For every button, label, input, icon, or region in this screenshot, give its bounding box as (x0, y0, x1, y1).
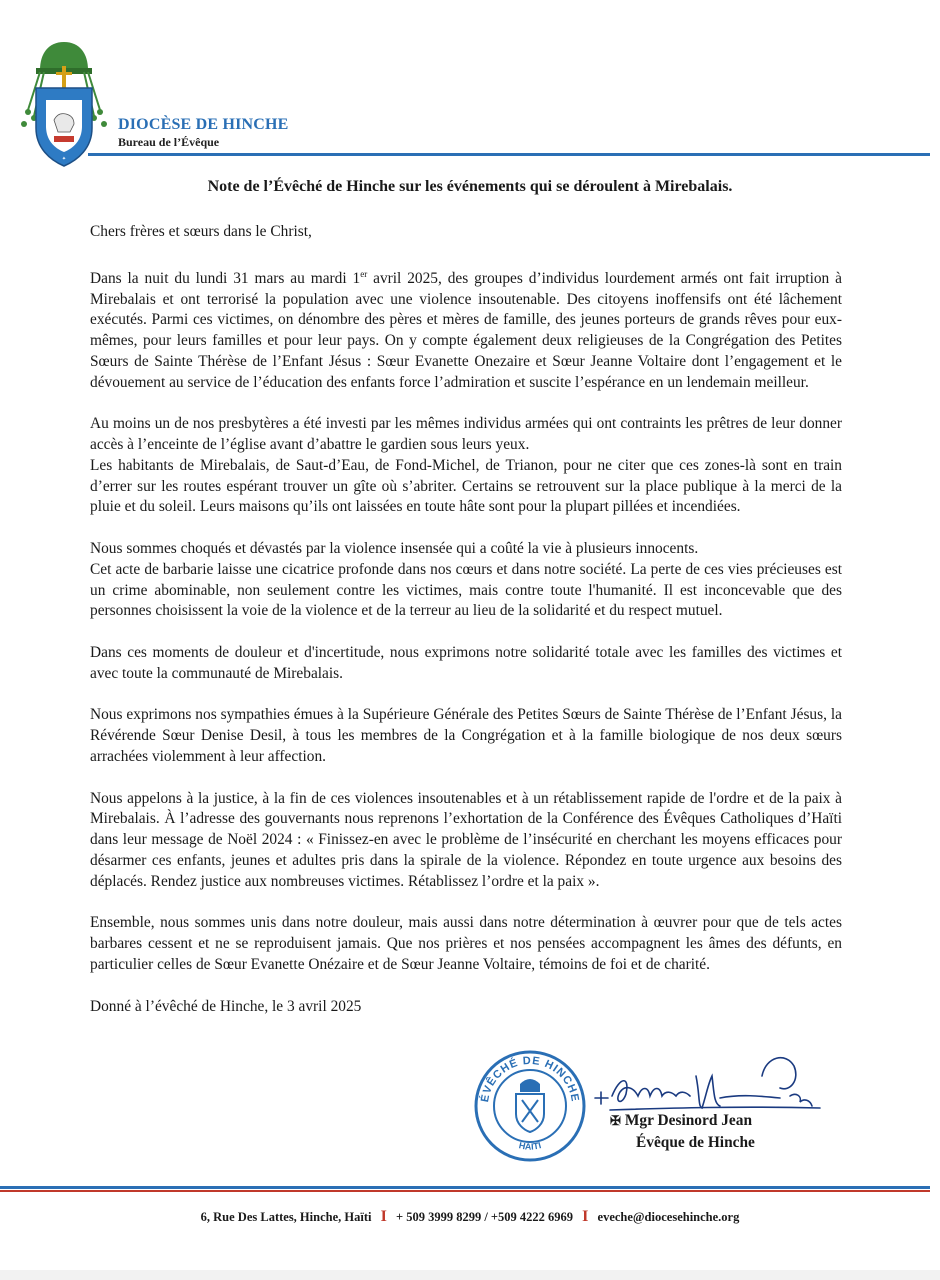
salutation: Chers frères et sœurs dans le Christ, (90, 223, 312, 240)
footer-rule-red (0, 1190, 930, 1192)
paragraph-4: Dans ces moments de douleur et d'incertitude, nous exprimons notre solidarité totale avec les familles des victimes et avec toute la communauté de Mirebalais. (90, 644, 842, 682)
footer-rule-blue (0, 1186, 930, 1189)
org-name: DIOCÈSE DE HINCHE (118, 116, 289, 133)
signature-block (610, 1110, 755, 1154)
paragraph-5: Nous exprimons nos sympathies émues à la Supérieure Générale des Petites Sœurs de Sainte Thérèse de l’Enfant Jésus, la Révérende Sœur Denise Desil, à tous les membres de la Congrégation et à la famille biologique de nos deux sœurs arrachées violemment à leur affection. (90, 706, 842, 766)
paragraph-2b: Les habitants de Mirebalais, de Saut-d’Eau, de Fond-Michel, de Trianon, pour ne citer que ces zones-là sont en train d’errer sur les routes espérant trouver un gîte où s’abriter. Certains se retrouvent sur la place publique à la merci de la pluie et du soleil. Leurs maisons qu’ils ont laissées en toute hâte sont pour la plupart pillées et incendiées. (90, 456, 842, 516)
footer-address: 6, Rue Des Lattes, Hinche, Haïti (200, 1210, 372, 1224)
paragraph-3b: Cet acte de barbarie laisse une cicatrice profonde dans nos cœurs et dans notre société. La perte de ces vies précieuses est un crime abominable, non seulement contre les victimes, mais contre toute l'humanité. Il est inconcevable que des personnes choisissent la voie de la violence et de la terreur au lieu de la solidarité et du respect mutuel. (90, 560, 842, 620)
cross-icon: ✠ (610, 1113, 621, 1128)
signer-title: Évêque de Hinche (636, 1134, 755, 1151)
official-stamp (470, 1044, 590, 1164)
org-subtitle: Bureau de l’Évêque (118, 135, 220, 149)
signer-name: Mgr Desinord Jean (624, 1112, 753, 1129)
paragraph-6: Nous appelons à la justice, à la fin de ces violences insoutenables et à un rétablissement rapide de l'ordre et de la paix à Mirebalais. À l’adresse des gouvernants nous reprenons l’exhortation de la Conférence des Évêques Catholiques d’Haïti dans leur message de Noël 2024 : « Finissez-en avec le problème de l’insécurité en cherchant les moyens efficaces pour désarmer ces enfants, jeunes et adultes pris dans la spirale de la violence. Répondez en toute urgence aux besoins des déplacés. Rendez justice aux nombreuses victimes. Rétablissez l’ordre et la paix ». (90, 789, 842, 890)
letterhead (118, 116, 289, 150)
paragraph-7: Ensemble, nous sommes unis dans notre douleur, mais aussi dans notre détermination à œuvrer pour que de tels actes barbares cessent et ne se reproduisent jamais. Que nos prières et nos pensées accompagnent les âmes des défunts, en particulier celles de Sœur Evanette Onézaire et de Sœur Jeanne Voltaire, témoins de foi et de charité. (90, 914, 842, 974)
paragraph-2a: Au moins un de nos presbytères a été investi par les mêmes individus armées qui ont contraints les prêtres de leur donner accès à l’enceinte de l’église avant d’abattre le gardien sous leurs yeux. (90, 415, 842, 454)
signer-name-line (610, 1110, 755, 1132)
paragraph-3a: Nous sommes choqués et dévastés par la violence insensée qui a coûté la vie à plusieurs innocents. (90, 540, 699, 558)
document-title: Note de l’Évêché de Hinche sur les événements qui se déroulent à Mirebalais. (207, 178, 733, 195)
svg-text:✦: ✦ (61, 156, 67, 162)
header-rule (88, 153, 930, 156)
date-line: Donné à l’évêché de Hinche, le 3 avril 2025 (90, 997, 362, 1015)
footer-contact (0, 1208, 940, 1226)
letter-body (90, 222, 842, 1017)
svg-text:ÉVÊCHÉ DE HINCHE: ÉVÊCHÉ DE HINCHE (479, 1054, 581, 1104)
diocese-crest-logo (18, 40, 110, 170)
footer-email[interactable]: eveche@diocesehinche.org (597, 1210, 740, 1224)
footer-separator: I (582, 1208, 589, 1225)
footer-separator: I (380, 1208, 387, 1225)
paragraph-1: Dans la nuit du lundi 31 mars au mardi 1er avril 2025, des groupes d’individus lourdement armés ont fait irruption à Mirebalais et ont terrorisé la population avec une violence insoutenable. Des citoyens inoffensifs ont été lâchement exécutés. Parmi ces victimes, on dénombre des pères et mères de famille, des jeunes porteurs de grands rêves pour eux-mêmes, pour leurs familles et pour leur pays. On y compte également deux religieuses de la Congrégation des Petites Sœurs de Sainte Thérèse de l’Enfant Jésus : Sœur Evanette Onezaire et Sœur Jeanne Voltaire dont l’engagement et le dévouement au service de l’éducation des enfants force l’admiration et suscite l’espérance en un lendemain meilleur. (90, 268, 842, 391)
svg-text:HAÏTI: HAÏTI (517, 1140, 543, 1152)
footer-phones: + 509 3999 8299 / +509 4222 6969 (395, 1210, 574, 1224)
